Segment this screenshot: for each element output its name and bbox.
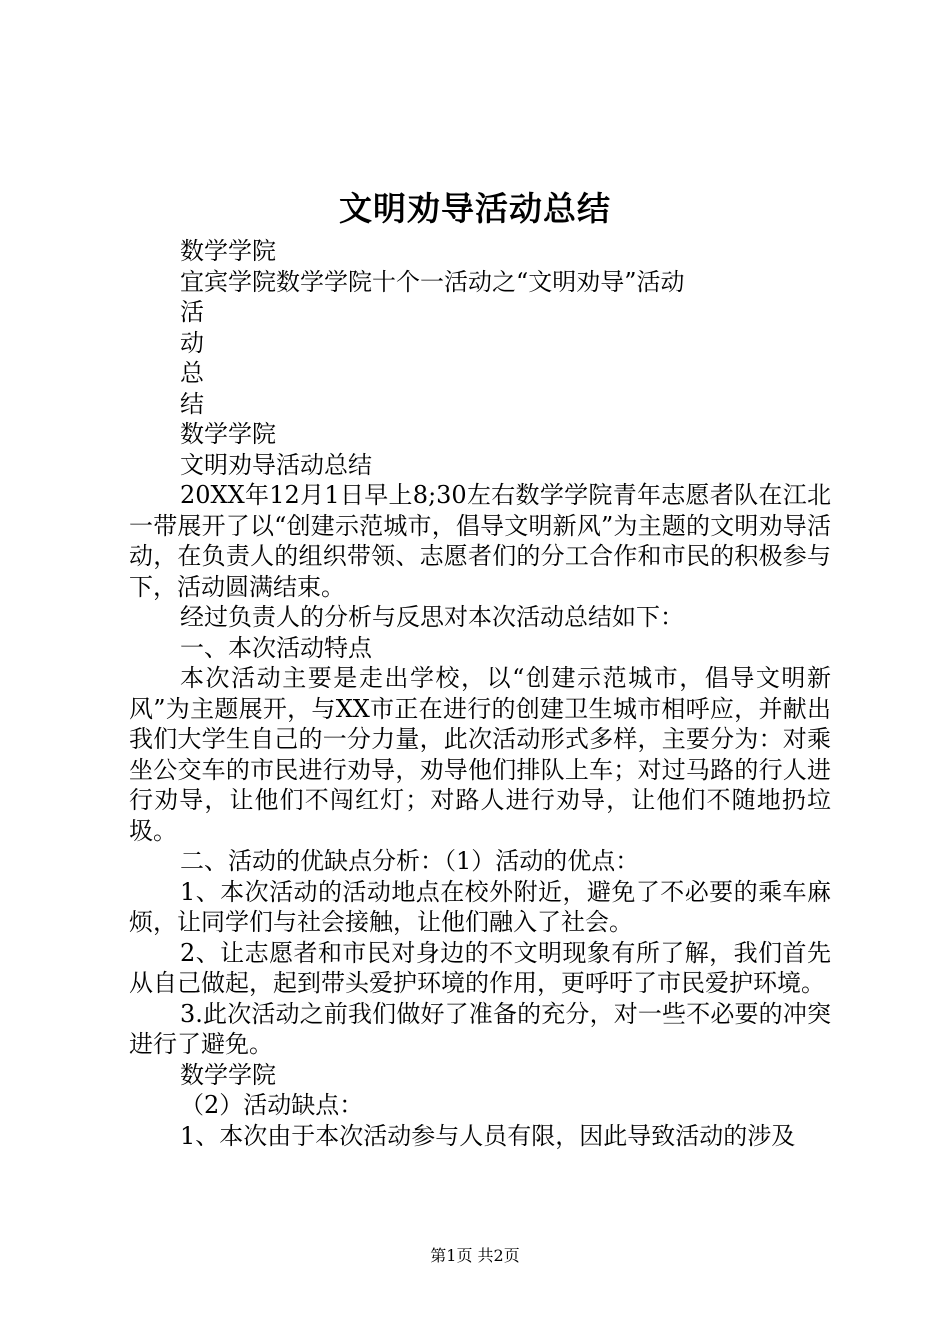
paragraph: 本次活动主要是走出学校，以“创建示范城市，倡导文明新风”为主题展开，与XX市正在进行的创建卫生城市相呼应，并献出我们大学生自己的一分力量，此次活动形式多样，主要分为：对乘坐公交车的市民进行劝导，劝导他们排队上车；对过马路的行人进行劝导，让他们不闯红灯；对路人进行劝导，让他们不随地扔垃圾。 xyxy=(129,664,831,845)
header-line: 宜宾学院数学学院十个一活动之“文明劝导”活动 xyxy=(180,267,685,296)
header-line: 总 xyxy=(180,359,204,387)
list-item: 1、本次由于本次活动参与人员有限，因此导致活动的涉及 xyxy=(180,1121,796,1150)
header-line: 动 xyxy=(180,328,204,357)
document-body xyxy=(129,236,831,1151)
header-line: 数学学院 xyxy=(180,420,276,448)
page-footer: 第1页 共2页 xyxy=(430,1246,520,1265)
paragraph: 经过负责人的分析与反思对本次活动总结如下： xyxy=(180,603,684,631)
section-heading: 一、本次活动特点 xyxy=(180,633,372,662)
header-line: 数学学院 xyxy=(180,237,276,265)
list-item: 3.此次活动之前我们做好了准备的充分，对一些不必要的冲突进行了避免。 xyxy=(129,999,831,1058)
list-item: 2、让志愿者和市民对身边的不文明现象有所了解，我们首先从自己做起，起到带头爱护环境的作用，更呼吁了市民爱护环境。 xyxy=(129,938,831,997)
paragraph: 数学学院 xyxy=(180,1060,276,1089)
section-heading: 二、活动的优缺点分析：（1）活动的优点： xyxy=(180,847,640,875)
section-heading: （2）活动缺点： xyxy=(180,1091,364,1119)
paragraph: 20XX年12月1日早上8;30左右数学学院青年志愿者队在江北一带展开了以“创建示范城市，倡导文明新风”为主题的文明劝导活动，在负责人的组织带领、志愿者们的分工合作和市民的积极参与下，活动圆满结束。 xyxy=(129,481,831,601)
header-line: 结 xyxy=(180,389,204,418)
header-line: 文明劝导活动总结 xyxy=(180,450,372,479)
header-line: 活 xyxy=(180,298,204,326)
document-title: 文明劝导活动总结 xyxy=(339,189,611,228)
list-item: 1、本次活动的活动地点在校外附近，避免了不必要的乘车麻烦，让同学们与社会接触，让他们融入了社会。 xyxy=(129,877,831,936)
